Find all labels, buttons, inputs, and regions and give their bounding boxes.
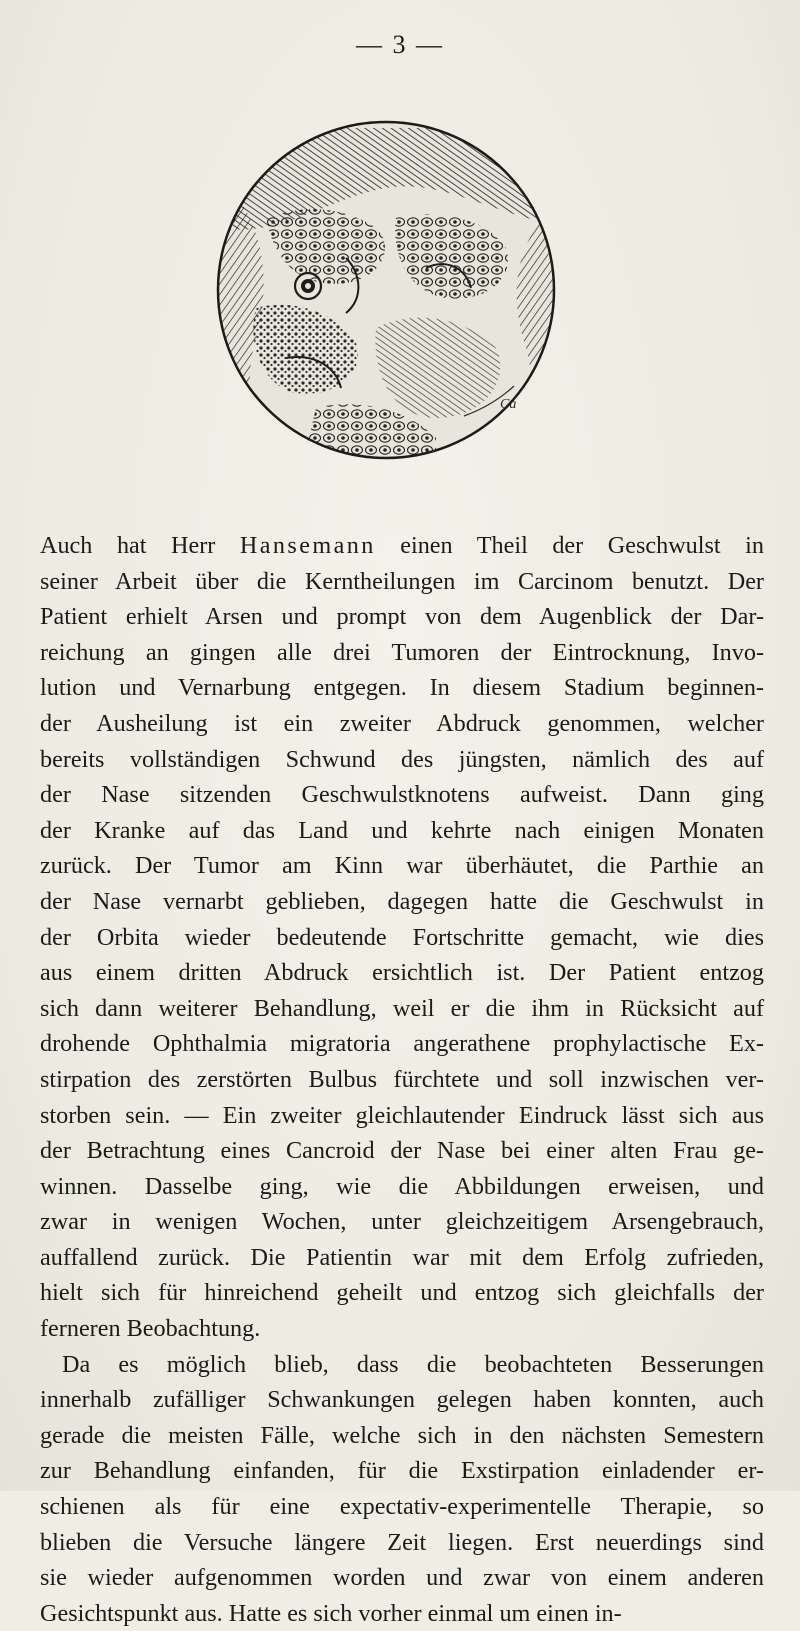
text-segment: hielt sich für hinreichend geheilt und entzog sich gleichfalls der <box>40 1279 764 1307</box>
figure-annotation: Ca <box>500 397 517 412</box>
text-segment: innerhalb zufälliger Schwankungen gelegen haben konnten, auch <box>40 1386 764 1414</box>
spaced-name: Hansemann <box>239 532 376 559</box>
tissue-field <box>196 108 576 493</box>
text-line <box>40 1240 764 1276</box>
text-line <box>40 599 764 635</box>
text-segment: der Orbita wieder bedeutende Fortschritte gemacht, wie dies <box>40 923 764 951</box>
text-line <box>40 920 764 956</box>
text-line <box>40 1133 764 1169</box>
text-line <box>40 955 764 991</box>
body-text <box>40 528 764 1631</box>
text-line <box>40 564 764 600</box>
text-segment: stirpation des zerstörten Bulbus fürchtete und soll inzwischen ver- <box>40 1065 764 1093</box>
text-line <box>40 884 764 920</box>
text-segment: der Kranke auf das Land und kehrte nach einigen Monaten <box>40 816 764 844</box>
text-segment: reichung an gingen alle drei Tumoren der Eintrocknung, Invo- <box>40 638 764 666</box>
text-line <box>40 742 764 778</box>
text-line <box>40 848 764 884</box>
text-segment: storben sein. — Ein zweiter gleichlautender Eindruck lässt sich aus <box>40 1101 764 1129</box>
text-line <box>40 777 764 813</box>
text-segment: schienen als für eine expectativ-experimentelle Therapie, so <box>40 1493 764 1521</box>
text-line <box>40 1453 764 1489</box>
text-line <box>40 1382 764 1418</box>
text-segment: drohende Ophthalmia migratoria angerathene prophylactische Ex- <box>40 1030 764 1058</box>
text-line <box>40 1525 764 1561</box>
text-line <box>40 1026 764 1062</box>
text-line <box>40 1418 764 1454</box>
text-segment: sie wieder aufgenommen worden und zwar von einem anderen <box>40 1564 764 1592</box>
text-line <box>40 1596 764 1631</box>
text-line <box>40 635 764 671</box>
text-segment: einen Theil der Geschwulst in <box>375 532 764 559</box>
histology-drawing <box>196 108 576 493</box>
text-segment: Gesichtspunkt aus. Hatte es sich vorher einmal um einen in- <box>40 1599 622 1627</box>
text-line <box>40 1275 764 1311</box>
text-line <box>40 813 764 849</box>
text-segment: Patient erhielt Arsen und prompt von dem Augenblick der Dar- <box>40 603 764 631</box>
text-line <box>40 1311 764 1347</box>
text-line <box>40 991 764 1027</box>
text-segment: ferneren Beobachtung. <box>40 1315 261 1343</box>
text-segment: der Nase sitzenden Geschwulstknotens aufweist. Dann ging <box>40 781 764 809</box>
text-segment: der Nase vernarbt geblieben, dagegen hatte die Geschwulst in <box>40 887 764 915</box>
text-line <box>40 1062 764 1098</box>
text-segment: Auch hat Herr <box>40 532 240 559</box>
text-line <box>40 1560 764 1596</box>
text-segment: auffallend zurück. Die Patientin war mit dem Erfolg zufrieden, <box>40 1243 764 1271</box>
text-line <box>40 1204 764 1240</box>
text-segment: sich dann weiterer Behandlung, weil er die ihm in Rücksicht auf <box>40 994 764 1022</box>
text-segment: winnen. Dasselbe ging, wie die Abbildungen erweisen, und <box>40 1172 764 1200</box>
text-line <box>40 670 764 706</box>
histology-figure <box>196 108 576 493</box>
text-segment: aus einem dritten Abdruck ersichtlich ist. Der Patient entzog <box>40 959 764 987</box>
text-segment: der Ausheilung ist ein zweiter Abdruck genommen, welcher <box>40 709 764 737</box>
text-segment: der Betrachtung eines Cancroid der Nase bei einer alten Frau ge- <box>40 1137 764 1165</box>
text-segment: seiner Arbeit über die Kerntheilungen im Carcinom benutzt. Der <box>40 567 764 595</box>
text-segment: zwar in wenigen Wochen, unter gleichzeitigem Arsengebrauch, <box>40 1208 764 1236</box>
text-segment: Da es möglich blieb, dass die beobachteten Besserungen <box>62 1350 764 1378</box>
text-line <box>40 1169 764 1205</box>
text-line <box>40 1347 764 1383</box>
text-segment: lution und Vernarbung entgegen. In diesem Stadium beginnen- <box>40 674 764 702</box>
text-segment: zurück. Der Tumor am Kinn war überhäutet, die Parthie an <box>40 852 764 880</box>
text-segment: gerade die meisten Fälle, welche sich in den nächsten Semestern <box>40 1421 764 1449</box>
text-line <box>40 1098 764 1134</box>
text-segment: zur Behandlung einfanden, für die Exstirpation einladender er- <box>40 1457 764 1485</box>
text-segment: bereits vollständigen Schwund des jüngsten, nämlich des auf <box>40 745 764 773</box>
text-line <box>40 1489 764 1525</box>
text-line <box>40 528 764 564</box>
text-line <box>40 706 764 742</box>
page-number: — 3 — <box>356 30 444 59</box>
text-segment: blieben die Versuche längere Zeit liegen. Erst neuerdings sind <box>40 1528 764 1556</box>
